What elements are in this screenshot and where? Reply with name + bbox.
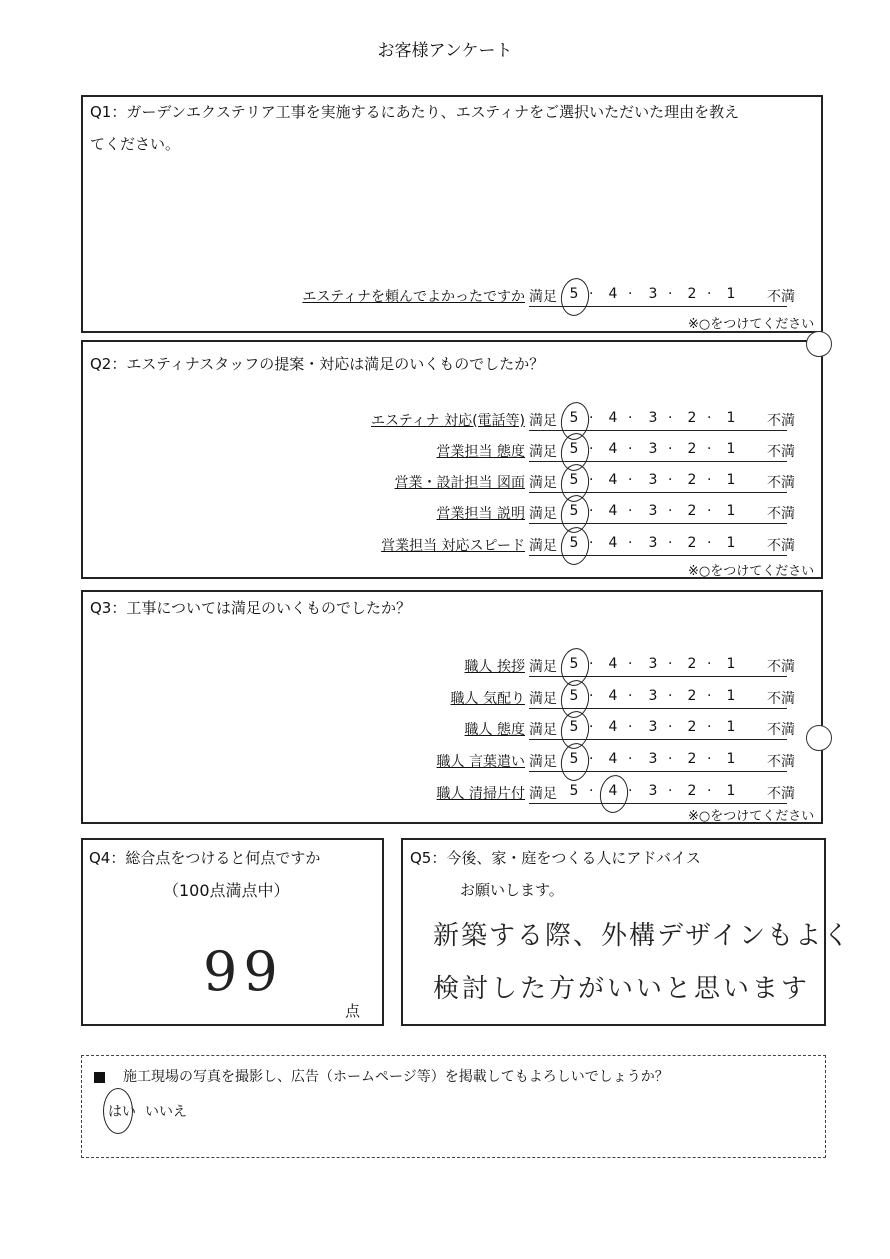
photo-yes-circle: [103, 1088, 133, 1134]
rating-option-2[interactable]: 2: [687, 783, 697, 799]
separator-dot: ·: [668, 535, 673, 551]
underline: [529, 708, 787, 709]
rating-label: 職人 気配り: [450, 691, 525, 707]
separator-dot: ·: [628, 688, 633, 704]
rating-option-5[interactable]: 5: [569, 441, 579, 457]
separator-dot: ·: [628, 535, 633, 551]
unsatisfied-label: 不満: [767, 538, 795, 554]
satisfied-label: 満足: [529, 786, 557, 802]
q2-question: Q2：エスティナスタッフの提案・対応は満足のいくものでしたか？: [90, 355, 545, 373]
rating-option-3[interactable]: 3: [648, 441, 658, 457]
rating-option-3[interactable]: 3: [648, 535, 658, 551]
rating-option-2[interactable]: 2: [687, 656, 697, 672]
satisfied-label: 満足: [529, 444, 557, 460]
rating-option-1[interactable]: 1: [726, 535, 736, 551]
satisfied-label: 満足: [529, 538, 557, 554]
separator-dot: ·: [707, 472, 712, 488]
q4-question: Q4：総合点をつけると何点ですか: [89, 849, 321, 867]
separator-dot: ·: [589, 410, 594, 426]
photo-yes-option[interactable]: はい: [108, 1104, 136, 1120]
rating-option-2[interactable]: 2: [687, 751, 697, 767]
separator-dot: ·: [707, 441, 712, 457]
rating-scale: [529, 472, 795, 494]
separator-dot: ·: [628, 286, 633, 302]
unsatisfied-label: 不満: [767, 786, 795, 802]
rating-option-1[interactable]: 1: [726, 441, 736, 457]
rating-option-2[interactable]: 2: [687, 503, 697, 519]
separator-dot: ·: [707, 783, 712, 799]
rating-option-2[interactable]: 2: [687, 719, 697, 735]
rating-option-1[interactable]: 1: [726, 783, 736, 799]
rating-option-3[interactable]: 3: [648, 410, 658, 426]
unsatisfied-label: 不満: [767, 289, 795, 305]
separator-dot: ·: [628, 472, 633, 488]
rating-option-3[interactable]: 3: [648, 656, 658, 672]
separator-dot: ·: [668, 472, 673, 488]
satisfied-label: 満足: [529, 475, 557, 491]
q1-question-cont: てください。: [90, 135, 181, 153]
photo-question: 施工現場の写真を撮影し、広告（ホームページ等）を掲載してもよろしいでしょうか？: [123, 1069, 669, 1085]
q2-note: ※○をつけてください: [688, 564, 815, 579]
rating-label: 営業担当 説明: [436, 506, 525, 522]
satisfied-label: 満足: [529, 722, 557, 738]
rating-option-5[interactable]: 5: [569, 719, 579, 735]
rating-option-5[interactable]: 5: [569, 535, 579, 551]
photo-no-option[interactable]: いいえ: [145, 1104, 187, 1120]
underline: [529, 739, 787, 740]
unsatisfied-label: 不満: [767, 659, 795, 675]
rating-label: 職人 態度: [464, 722, 525, 738]
separator-dot: ·: [707, 535, 712, 551]
separator-dot: ·: [707, 719, 712, 735]
rating-option-4[interactable]: 4: [608, 410, 618, 426]
rating-option-4[interactable]: 4: [608, 503, 618, 519]
rating-label: エスティナ 対応(電話等): [371, 413, 525, 429]
underline: [529, 461, 787, 462]
rating-option-1[interactable]: 1: [726, 410, 736, 426]
rating-option-4[interactable]: 4: [608, 656, 618, 672]
rating-scale: [529, 688, 795, 710]
satisfied-label: 満足: [529, 413, 557, 429]
rating-option-1[interactable]: 1: [726, 751, 736, 767]
rating-option-3[interactable]: 3: [648, 688, 658, 704]
q1-note: ※○をつけてください: [688, 317, 815, 332]
q3-question: Q3：工事については満足のいくものでしたか？: [90, 599, 412, 617]
q3-note: ※○をつけてください: [688, 809, 815, 824]
rating-option-4[interactable]: 4: [608, 688, 618, 704]
rating-scale: [529, 719, 795, 741]
separator-dot: ·: [589, 286, 594, 302]
unsatisfied-label: 不満: [767, 413, 795, 429]
separator-dot: ·: [668, 783, 673, 799]
separator-dot: ·: [628, 410, 633, 426]
rating-option-4[interactable]: 4: [608, 472, 618, 488]
separator-dot: ·: [589, 656, 594, 672]
rating-option-3[interactable]: 3: [648, 503, 658, 519]
rating-option-5[interactable]: 5: [569, 286, 579, 302]
separator-dot: ·: [668, 441, 673, 457]
rating-option-5[interactable]: 5: [569, 503, 579, 519]
rating-scale: [529, 410, 795, 432]
rating-option-1[interactable]: 1: [726, 688, 736, 704]
rating-option-2[interactable]: 2: [687, 410, 697, 426]
separator-dot: ·: [589, 441, 594, 457]
separator-dot: ·: [668, 751, 673, 767]
rating-option-5[interactable]: 5: [569, 410, 579, 426]
unsatisfied-label: 不満: [767, 444, 795, 460]
separator-dot: ·: [628, 783, 633, 799]
q4-answer: 99: [203, 940, 284, 1003]
rating-option-1[interactable]: 1: [726, 656, 736, 672]
underline: [529, 803, 787, 804]
rating-scale: [529, 783, 795, 805]
underline: [529, 306, 787, 307]
unsatisfied-label: 不満: [767, 691, 795, 707]
separator-dot: ·: [589, 719, 594, 735]
separator-dot: ·: [668, 286, 673, 302]
unsatisfied-label: 不満: [767, 506, 795, 522]
rating-option-4[interactable]: 4: [608, 441, 618, 457]
rating-label: 職人 言葉遣い: [436, 754, 525, 770]
rating-option-1[interactable]: 1: [726, 472, 736, 488]
rating-option-2[interactable]: 2: [687, 441, 697, 457]
separator-dot: ·: [668, 656, 673, 672]
separator-dot: ·: [707, 688, 712, 704]
rating-scale: [529, 286, 795, 308]
rating-option-3[interactable]: 3: [648, 286, 658, 302]
rating-option-1[interactable]: 1: [726, 503, 736, 519]
rating-option-2[interactable]: 2: [687, 688, 697, 704]
separator-dot: ·: [628, 719, 633, 735]
q5-subtext: お願いします。: [460, 881, 564, 899]
rating-option-1[interactable]: 1: [726, 286, 736, 302]
satisfied-label: 満足: [529, 691, 557, 707]
rating-option-2[interactable]: 2: [687, 472, 697, 488]
rating-option-2[interactable]: 2: [687, 535, 697, 551]
rating-option-5[interactable]: 5: [569, 656, 579, 672]
underline: [529, 555, 787, 556]
q5-answer-line2: 検討した方がいいと思います: [433, 974, 811, 1004]
rating-option-3[interactable]: 3: [648, 751, 658, 767]
q5-question: Q5：今後、家・庭をつくる人にアドバイス: [410, 849, 701, 867]
rating-option-3[interactable]: 3: [648, 719, 658, 735]
separator-dot: ·: [628, 751, 633, 767]
separator-dot: ·: [589, 751, 594, 767]
separator-dot: ·: [668, 410, 673, 426]
q5-answer-line1: 新築する際、外構デザインもよく: [433, 921, 852, 951]
rating-label: 営業担当 対応スピード: [381, 538, 525, 554]
bullet-square-icon: [94, 1072, 105, 1083]
underline: [529, 492, 787, 493]
rating-option-5[interactable]: 5: [569, 472, 579, 488]
rating-scale: [529, 656, 795, 678]
unsatisfied-label: 不満: [767, 722, 795, 738]
rating-option-3[interactable]: 3: [648, 783, 658, 799]
separator-dot: ·: [628, 503, 633, 519]
separator-dot: ·: [668, 719, 673, 735]
separator-dot: ·: [589, 783, 594, 799]
rating-scale: [529, 535, 795, 557]
separator-dot: ·: [589, 472, 594, 488]
rating-option-2[interactable]: 2: [687, 286, 697, 302]
separator-dot: ·: [707, 286, 712, 302]
q1-question: Q1：ガーデンエクステリア工事を実施するにあたり、エスティナをご選択いただいた理由を教え: [90, 103, 740, 121]
q4-subtext: （100点満点中）: [163, 881, 290, 900]
underline: [529, 771, 787, 772]
rating-label: エスティナを頼んでよかったですか: [302, 289, 525, 305]
separator-dot: ·: [628, 441, 633, 457]
separator-dot: ·: [589, 503, 594, 519]
underline: [529, 523, 787, 524]
rating-option-4[interactable]: 4: [608, 719, 618, 735]
punch-hole: [806, 725, 832, 751]
unsatisfied-label: 不満: [767, 475, 795, 491]
rating-option-4[interactable]: 4: [608, 783, 618, 799]
rating-option-4[interactable]: 4: [608, 535, 618, 551]
satisfied-label: 満足: [529, 506, 557, 522]
rating-label: 職人 清掃片付: [436, 786, 525, 802]
rating-option-5[interactable]: 5: [569, 688, 579, 704]
separator-dot: ·: [707, 656, 712, 672]
rating-scale: [529, 441, 795, 463]
separator-dot: ·: [668, 688, 673, 704]
rating-option-5[interactable]: 5: [569, 783, 579, 799]
rating-option-4[interactable]: 4: [608, 751, 618, 767]
underline: [529, 676, 787, 677]
unsatisfied-label: 不満: [767, 754, 795, 770]
underline: [529, 430, 787, 431]
rating-option-4[interactable]: 4: [608, 286, 618, 302]
rating-label: 営業担当 態度: [436, 444, 525, 460]
separator-dot: ·: [707, 410, 712, 426]
rating-label: 営業・設計担当 図面: [394, 475, 525, 491]
rating-scale: [529, 751, 795, 773]
satisfied-label: 満足: [529, 289, 557, 305]
separator-dot: ·: [707, 503, 712, 519]
satisfied-label: 満足: [529, 754, 557, 770]
rating-option-1[interactable]: 1: [726, 719, 736, 735]
rating-option-3[interactable]: 3: [648, 472, 658, 488]
rating-option-5[interactable]: 5: [569, 751, 579, 767]
survey-title: お客様アンケート: [377, 41, 513, 61]
separator-dot: ·: [589, 535, 594, 551]
separator-dot: ·: [707, 751, 712, 767]
q4-unit: 点: [345, 1002, 361, 1020]
rating-label: 職人 挨拶: [464, 659, 525, 675]
punch-hole: [806, 331, 832, 357]
satisfied-label: 満足: [529, 659, 557, 675]
separator-dot: ·: [589, 688, 594, 704]
separator-dot: ·: [628, 656, 633, 672]
rating-scale: [529, 503, 795, 525]
separator-dot: ·: [668, 503, 673, 519]
